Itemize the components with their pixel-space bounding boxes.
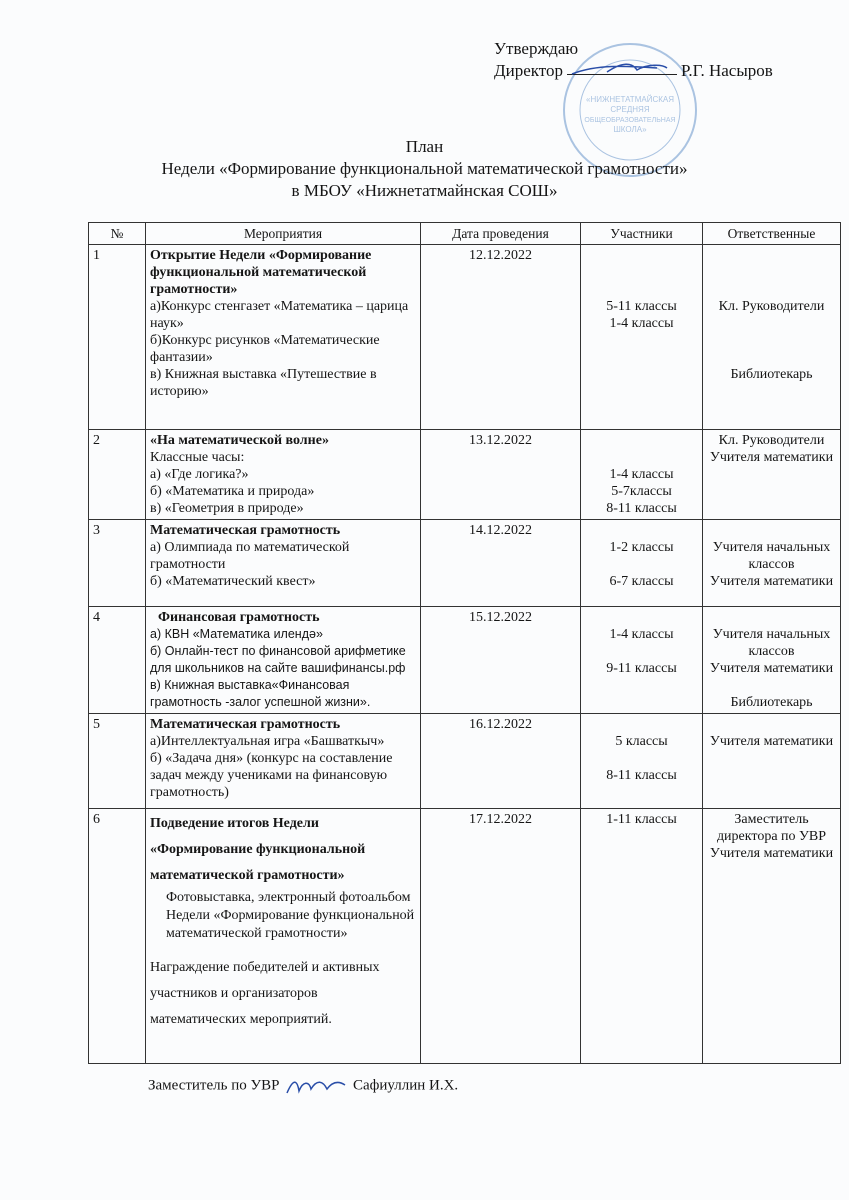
event-item: Фотовыставка, электронный фотоальбом Недели «Формирование функциональной математической грамотности» — [166, 890, 415, 941]
responsible: Учителя математики — [709, 661, 834, 676]
event-title: Открытие Недели «Формирование функциональной математической грамотности» — [150, 248, 372, 297]
participant: 5 классы — [615, 734, 668, 749]
row-num: 3 — [89, 520, 146, 607]
participant: 1-2 классы — [609, 540, 674, 555]
row-responsible — [703, 520, 841, 607]
responsible: Кл. Руководители — [718, 299, 825, 314]
table-row — [89, 245, 841, 430]
svg-text:«НИЖНЕТАТМАЙСКАЯ: «НИЖНЕТАТМАЙСКАЯ — [586, 95, 674, 104]
event-item: а) «Где логика?» — [150, 467, 249, 482]
table-header — [89, 223, 841, 245]
row-events — [146, 430, 421, 520]
row-num: 1 — [89, 245, 146, 430]
responsible: Учителя математики — [709, 846, 834, 861]
row-participants — [581, 245, 703, 430]
col-participants: Участники — [581, 223, 703, 245]
participant: 6-7 классы — [609, 574, 674, 589]
director-role: Директор — [494, 61, 563, 80]
row-responsible — [703, 245, 841, 430]
approval-block — [494, 38, 773, 82]
responsible: Библиотекарь — [730, 695, 813, 710]
row-responsible — [703, 809, 841, 1064]
director-name: Р.Г. Насыров — [680, 61, 773, 80]
event-item: б) «Математика и природа» — [150, 484, 315, 499]
event-item: а)Конкурс стенгазет «Математика – царица наук» — [150, 299, 409, 331]
responsible: Учителя начальных классов — [712, 627, 831, 659]
row-participants: 1-11 классы — [581, 809, 703, 1064]
table-row — [89, 607, 841, 714]
row-participants — [581, 714, 703, 809]
table-row — [89, 520, 841, 607]
title-plan: План — [405, 137, 444, 156]
event-item: а) Олимпиада по математической грамотности — [150, 540, 350, 572]
table-row — [89, 809, 841, 1064]
row-date: 16.12.2022 — [421, 714, 581, 809]
row-events — [146, 809, 421, 1064]
footer-signature — [148, 1075, 458, 1097]
deputy-name: Сафиуллин И.Х. — [352, 1077, 459, 1094]
event-item: б) Онлайн-тест по финансовой арифметике для школьников на сайте вашифинансы.рф — [150, 644, 406, 675]
table-row — [89, 430, 841, 520]
event-item: а) КВН «Математика илендә» — [150, 627, 323, 641]
row-responsible — [703, 714, 841, 809]
participant: 1-4 классы — [609, 316, 674, 331]
responsible: Учителя математики — [709, 450, 834, 465]
document-title — [0, 136, 849, 202]
row-date: 15.12.2022 — [421, 607, 581, 714]
col-events: Мероприятия — [146, 223, 421, 245]
event-item: б)Конкурс рисунков «Математические фантазии» — [150, 333, 380, 365]
row-date: 12.12.2022 — [421, 245, 581, 430]
plan-table — [88, 222, 841, 1064]
row-participants — [581, 520, 703, 607]
event-title: Математическая грамотность — [150, 717, 341, 732]
row-responsible — [703, 607, 841, 714]
row-events — [146, 245, 421, 430]
deputy-signature — [283, 1075, 349, 1097]
row-num: 5 — [89, 714, 146, 809]
title-school: в МБОУ «Нижнетатмайнская СОШ» — [291, 181, 558, 200]
col-date: Дата проведения — [421, 223, 581, 245]
participant: 5-7классы — [611, 484, 672, 499]
event-title: «На математической волне» — [150, 433, 329, 448]
svg-text:СРЕДНЯЯ: СРЕДНЯЯ — [610, 105, 650, 114]
participant: 1-4 классы — [609, 627, 674, 642]
row-events — [146, 607, 421, 714]
responsible: Учителя математики — [709, 574, 834, 589]
participant: 8-11 классы — [606, 501, 677, 516]
event-item: Награждение победителей и активных участников и организаторов математических мероприятий. — [150, 960, 380, 1027]
responsible: Библиотекарь — [730, 367, 813, 382]
participant: 8-11 классы — [606, 768, 677, 783]
row-num: 2 — [89, 430, 146, 520]
row-num: 6 — [89, 809, 146, 1064]
participant: 9-11 классы — [606, 661, 677, 676]
row-date: 17.12.2022 — [421, 809, 581, 1064]
responsible: Учителя математики — [709, 734, 834, 749]
event-title: Финансовая грамотность — [158, 610, 320, 625]
responsible: Заместитель директора по УВР — [716, 812, 827, 844]
svg-text:ШКОЛА»: ШКОЛА» — [613, 125, 647, 134]
col-responsible: Ответственные — [703, 223, 841, 245]
row-participants — [581, 607, 703, 714]
participant: 5-11 классы — [606, 299, 677, 314]
deputy-role: Заместитель по УВР — [148, 1077, 280, 1094]
event-item: в) Книжная выставка«Финансовая грамотность -залог успешной жизни». — [150, 678, 371, 709]
event-item: а)Интеллектуальная игра «Башваткыч» — [150, 734, 385, 749]
row-events — [146, 714, 421, 809]
event-item: в) Книжная выставка «Путешествие в историю» — [150, 367, 377, 399]
participant: 1-4 классы — [609, 467, 674, 482]
event-item: в) «Геометрия в природе» — [150, 501, 304, 516]
approval-label: Утверждаю — [494, 39, 579, 58]
table-row — [89, 714, 841, 809]
event-item: Классные часы: — [150, 450, 245, 465]
svg-text:ОБЩЕОБРАЗОВАТЕЛЬНАЯ: ОБЩЕОБРАЗОВАТЕЛЬНАЯ — [584, 117, 676, 124]
row-date: 13.12.2022 — [421, 430, 581, 520]
responsible: Кл. Руководители — [718, 433, 825, 448]
row-participants — [581, 430, 703, 520]
event-title: Математическая грамотность — [150, 523, 341, 538]
director-signature — [567, 60, 677, 75]
row-responsible — [703, 430, 841, 520]
event-title: Подведение итогов Недели «Формирование функциональной математической грамотности» — [150, 816, 366, 883]
event-item: б) «Задача дня» (конкурс на составление задач между учениками на финансовую грамотность) — [150, 751, 393, 800]
row-date: 14.12.2022 — [421, 520, 581, 607]
col-num: № — [89, 223, 146, 245]
row-num: 4 — [89, 607, 146, 714]
row-events — [146, 520, 421, 607]
responsible: Учителя начальных классов — [712, 540, 831, 572]
event-item: б) «Математический квест» — [150, 574, 316, 589]
title-week: Недели «Формирование функциональной математической грамотности» — [161, 159, 688, 178]
